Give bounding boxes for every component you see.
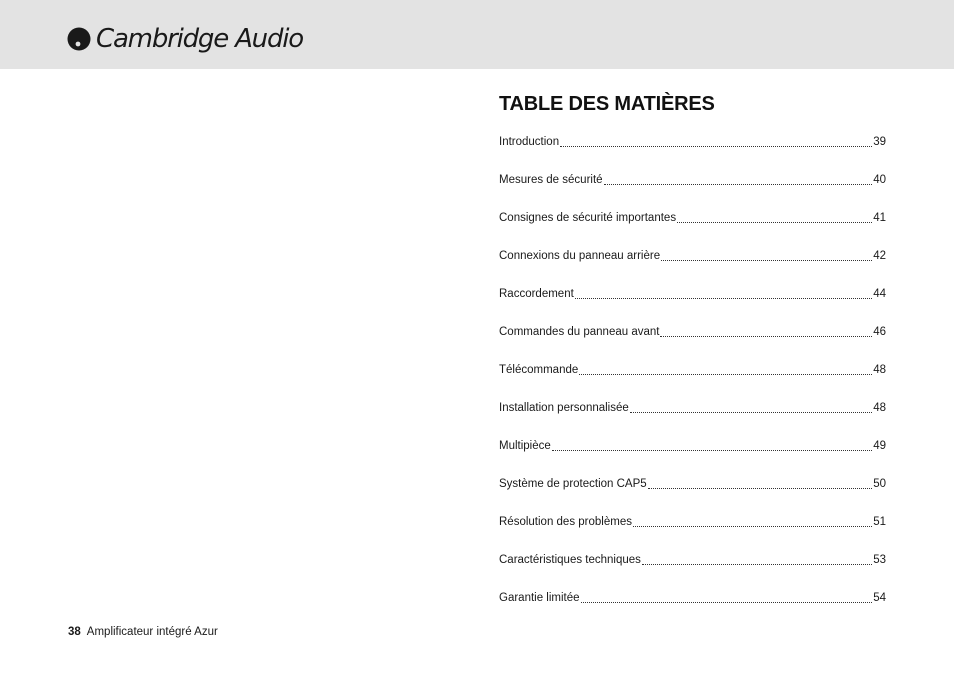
toc-entry (499, 550, 886, 588)
toc-entry-label: Commandes du panneau avant (499, 326, 660, 338)
toc-entry-label: Multipièce (499, 440, 551, 452)
toc-entry-label: Installation personnalisée (499, 402, 629, 414)
toc-entry (499, 284, 886, 322)
toc-entry-label: Introduction (499, 136, 560, 148)
toc-entry-page: 40 (873, 174, 886, 186)
table-of-contents (499, 132, 886, 626)
toc-entry-page: 44 (873, 288, 886, 300)
toc-entry-page: 48 (873, 402, 886, 414)
toc-entry (499, 474, 886, 512)
toc-entry-page: 41 (873, 212, 886, 224)
toc-entry-label: Mesures de sécurité (499, 174, 603, 186)
toc-entry-label: Télécommande (499, 364, 579, 376)
toc-entry (499, 132, 886, 170)
dot-leader (552, 436, 872, 456)
header-band (0, 0, 954, 69)
toc-entry-label: Système de protection CAP5 (499, 478, 647, 490)
dot-leader (677, 208, 872, 228)
toc-entry (499, 208, 886, 246)
dot-leader (575, 284, 872, 304)
toc-entry-label: Raccordement (499, 288, 574, 300)
toc-entry-label: Garantie limitée (499, 592, 580, 604)
dot-leader (581, 588, 873, 608)
toc-entry (499, 322, 886, 360)
toc-entry (499, 512, 886, 550)
toc-entry-page: 48 (873, 364, 886, 376)
brand-logo (67, 22, 303, 56)
toc-entry (499, 170, 886, 208)
dot-leader (660, 322, 872, 342)
dot-leader (661, 246, 872, 266)
toc-entry (499, 588, 886, 626)
footer-text: Amplificateur intégré Azur (86, 626, 218, 638)
page-number: 38 (68, 626, 81, 638)
toc-entry-page: 49 (873, 440, 886, 452)
dot-leader (604, 170, 873, 190)
dot-leader (579, 360, 872, 380)
toc-entry-page: 54 (873, 592, 886, 604)
toc-entry-label: Résolution des problèmes (499, 516, 632, 528)
toc-title: TABLE DES MATIÈRES (499, 93, 715, 115)
dot-leader (642, 550, 872, 570)
dot-leader (633, 512, 872, 532)
toc-entry-label: Consignes de sécurité importantes (499, 212, 677, 224)
toc-entry-page: 46 (873, 326, 886, 338)
dot-leader (648, 474, 873, 494)
toc-entry (499, 246, 886, 284)
toc-entry-label: Caractéristiques techniques (499, 554, 641, 566)
dot-leader (560, 132, 872, 152)
toc-entry-page: 53 (873, 554, 886, 566)
toc-entry-page: 50 (873, 478, 886, 490)
toc-entry (499, 360, 886, 398)
toc-entry-page: 42 (873, 250, 886, 262)
brand-name: Cambridge Audio (96, 24, 303, 54)
toc-entry (499, 436, 886, 474)
toc-entry (499, 398, 886, 436)
toc-entry-page: 39 (873, 136, 886, 148)
page-footer (68, 624, 218, 640)
cambridge-audio-logo-icon (67, 27, 91, 51)
dot-leader (630, 398, 872, 418)
toc-entry-label: Connexions du panneau arrière (499, 250, 661, 262)
toc-entry-page: 51 (873, 516, 886, 528)
